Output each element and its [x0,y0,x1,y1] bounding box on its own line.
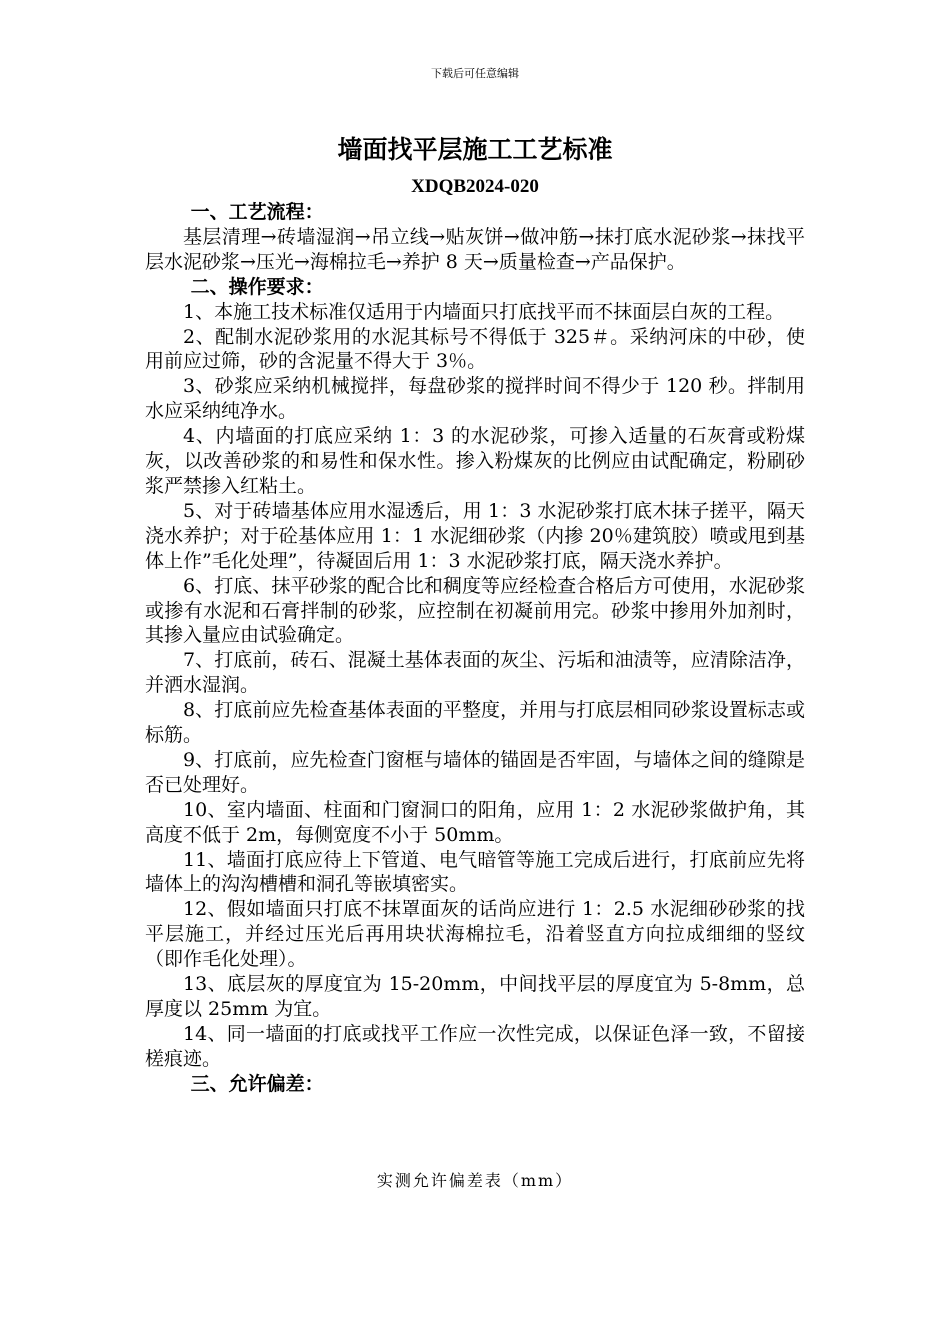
header-note: 下载后可任意编辑 [431,67,519,80]
section-heading-tolerance: 三、允许偏差： [190,1072,324,1095]
requirement-item: 5、对于砖墙基体应用水湿透后，用 1：3 水泥砂浆打底木抹子搓平，隔天浇水养护；对于砼基体应用 1：1 水泥细砂浆（内掺 20％建筑胶）喷或甩到基体上作”毛化处理”，待凝固后用 1：3 水泥砂浆打底，隔天浇水养护。 [145,499,805,572]
requirement-item: 12、假如墙面只打底不抹罩面灰的话尚应进行 1：2.5 水泥细砂砂浆的找平层施工，并经过压光后再用块状海棉拉毛，沿着竖直方向拉成细细的竖纹（即作毛化处理）。 [145,898,805,971]
requirement-item: 4、内墙面的打底应采纳 1：3 的水泥砂浆，可掺入适量的石灰膏或粉煤灰，以改善砂浆的和易性和保水性。掺入粉煤灰的比例应由试配确定，粉刷砂浆严禁掺入红粘土。 [145,425,805,497]
requirement-item: 6、打底、抹平砂浆的配合比和稠度等应经检查合格后方可使用，水泥砂浆或掺有水泥和石膏拌制的砂浆，应控制在初凝前用完。砂浆中掺用外加剂时，其掺入量应由试验确定。 [145,574,805,647]
requirement-item: 9、打底前，应先检查门窗框与墙体的锚固是否牢固，与墙体之间的缝隙是否已处理好。 [145,748,805,796]
table-caption: 实测允许偏差表（mm） [376,1171,574,1190]
requirement-item: 14、同一墙面的打底或找平工作应一次性完成，以保证色泽一致，不留接槎痕迹。 [145,1022,805,1070]
document-code: XDQB2024-020 [411,176,539,197]
requirement-item: 13、底层灰的厚度宜为 15-20mm，中间找平层的厚度宜为 5-8mm，总厚度以 25mm 为宜。 [145,973,805,1020]
requirement-item: 3、砂浆应采纳机械搅拌，每盘砂浆的搅拌时间不得少于 120 秒。拌制用水应采纳纯净水。 [145,375,805,423]
requirement-item: 11、墙面打底应待上下管道、电气暗管等施工完成后进行，打底前应先将墙体上的沟沟槽槽和洞孔等嵌填密实。 [145,848,805,896]
requirement-item: 1、本施工技术标准仅适用于内墙面只打底找平而不抹面层白灰的工程。 [183,300,785,323]
process-flow-text: 基层清理→砖墙湿润→吊立线→贴灰饼→做冲筋→抹打底水泥砂浆→抹找平层水泥砂浆→压光→海棉拉毛→养护 8 天→质量检查→产品保护。 [145,225,805,273]
section-heading-requirements: 二、操作要求： [190,275,324,298]
document-title: 墙面找平层施工工艺标准 [337,135,613,164]
section-heading-process: 一、工艺流程： [190,201,324,223]
requirement-item: 10、室内墙面、柱面和门窗洞口的阳角，应用 1：2 水泥砂浆做护角，其高度不低于 2m，每侧宽度不小于 50mm。 [145,798,805,846]
requirement-item: 7、打底前，砖石、混凝土基体表面的灰尘、污垢和油渍等，应清除洁净，并洒水湿润。 [145,649,805,697]
requirement-item: 2、配制水泥砂浆用的水泥其标号不得低于 325＃。采纳河床的中砂，使用前应过筛，砂的含泥量不得大于 3％。 [145,325,805,373]
document-body [145,200,805,1097]
requirement-item: 8、打底前应先检查基体表面的平整度，并用与打底层相同砂浆设置标志或标筋。 [145,699,805,747]
